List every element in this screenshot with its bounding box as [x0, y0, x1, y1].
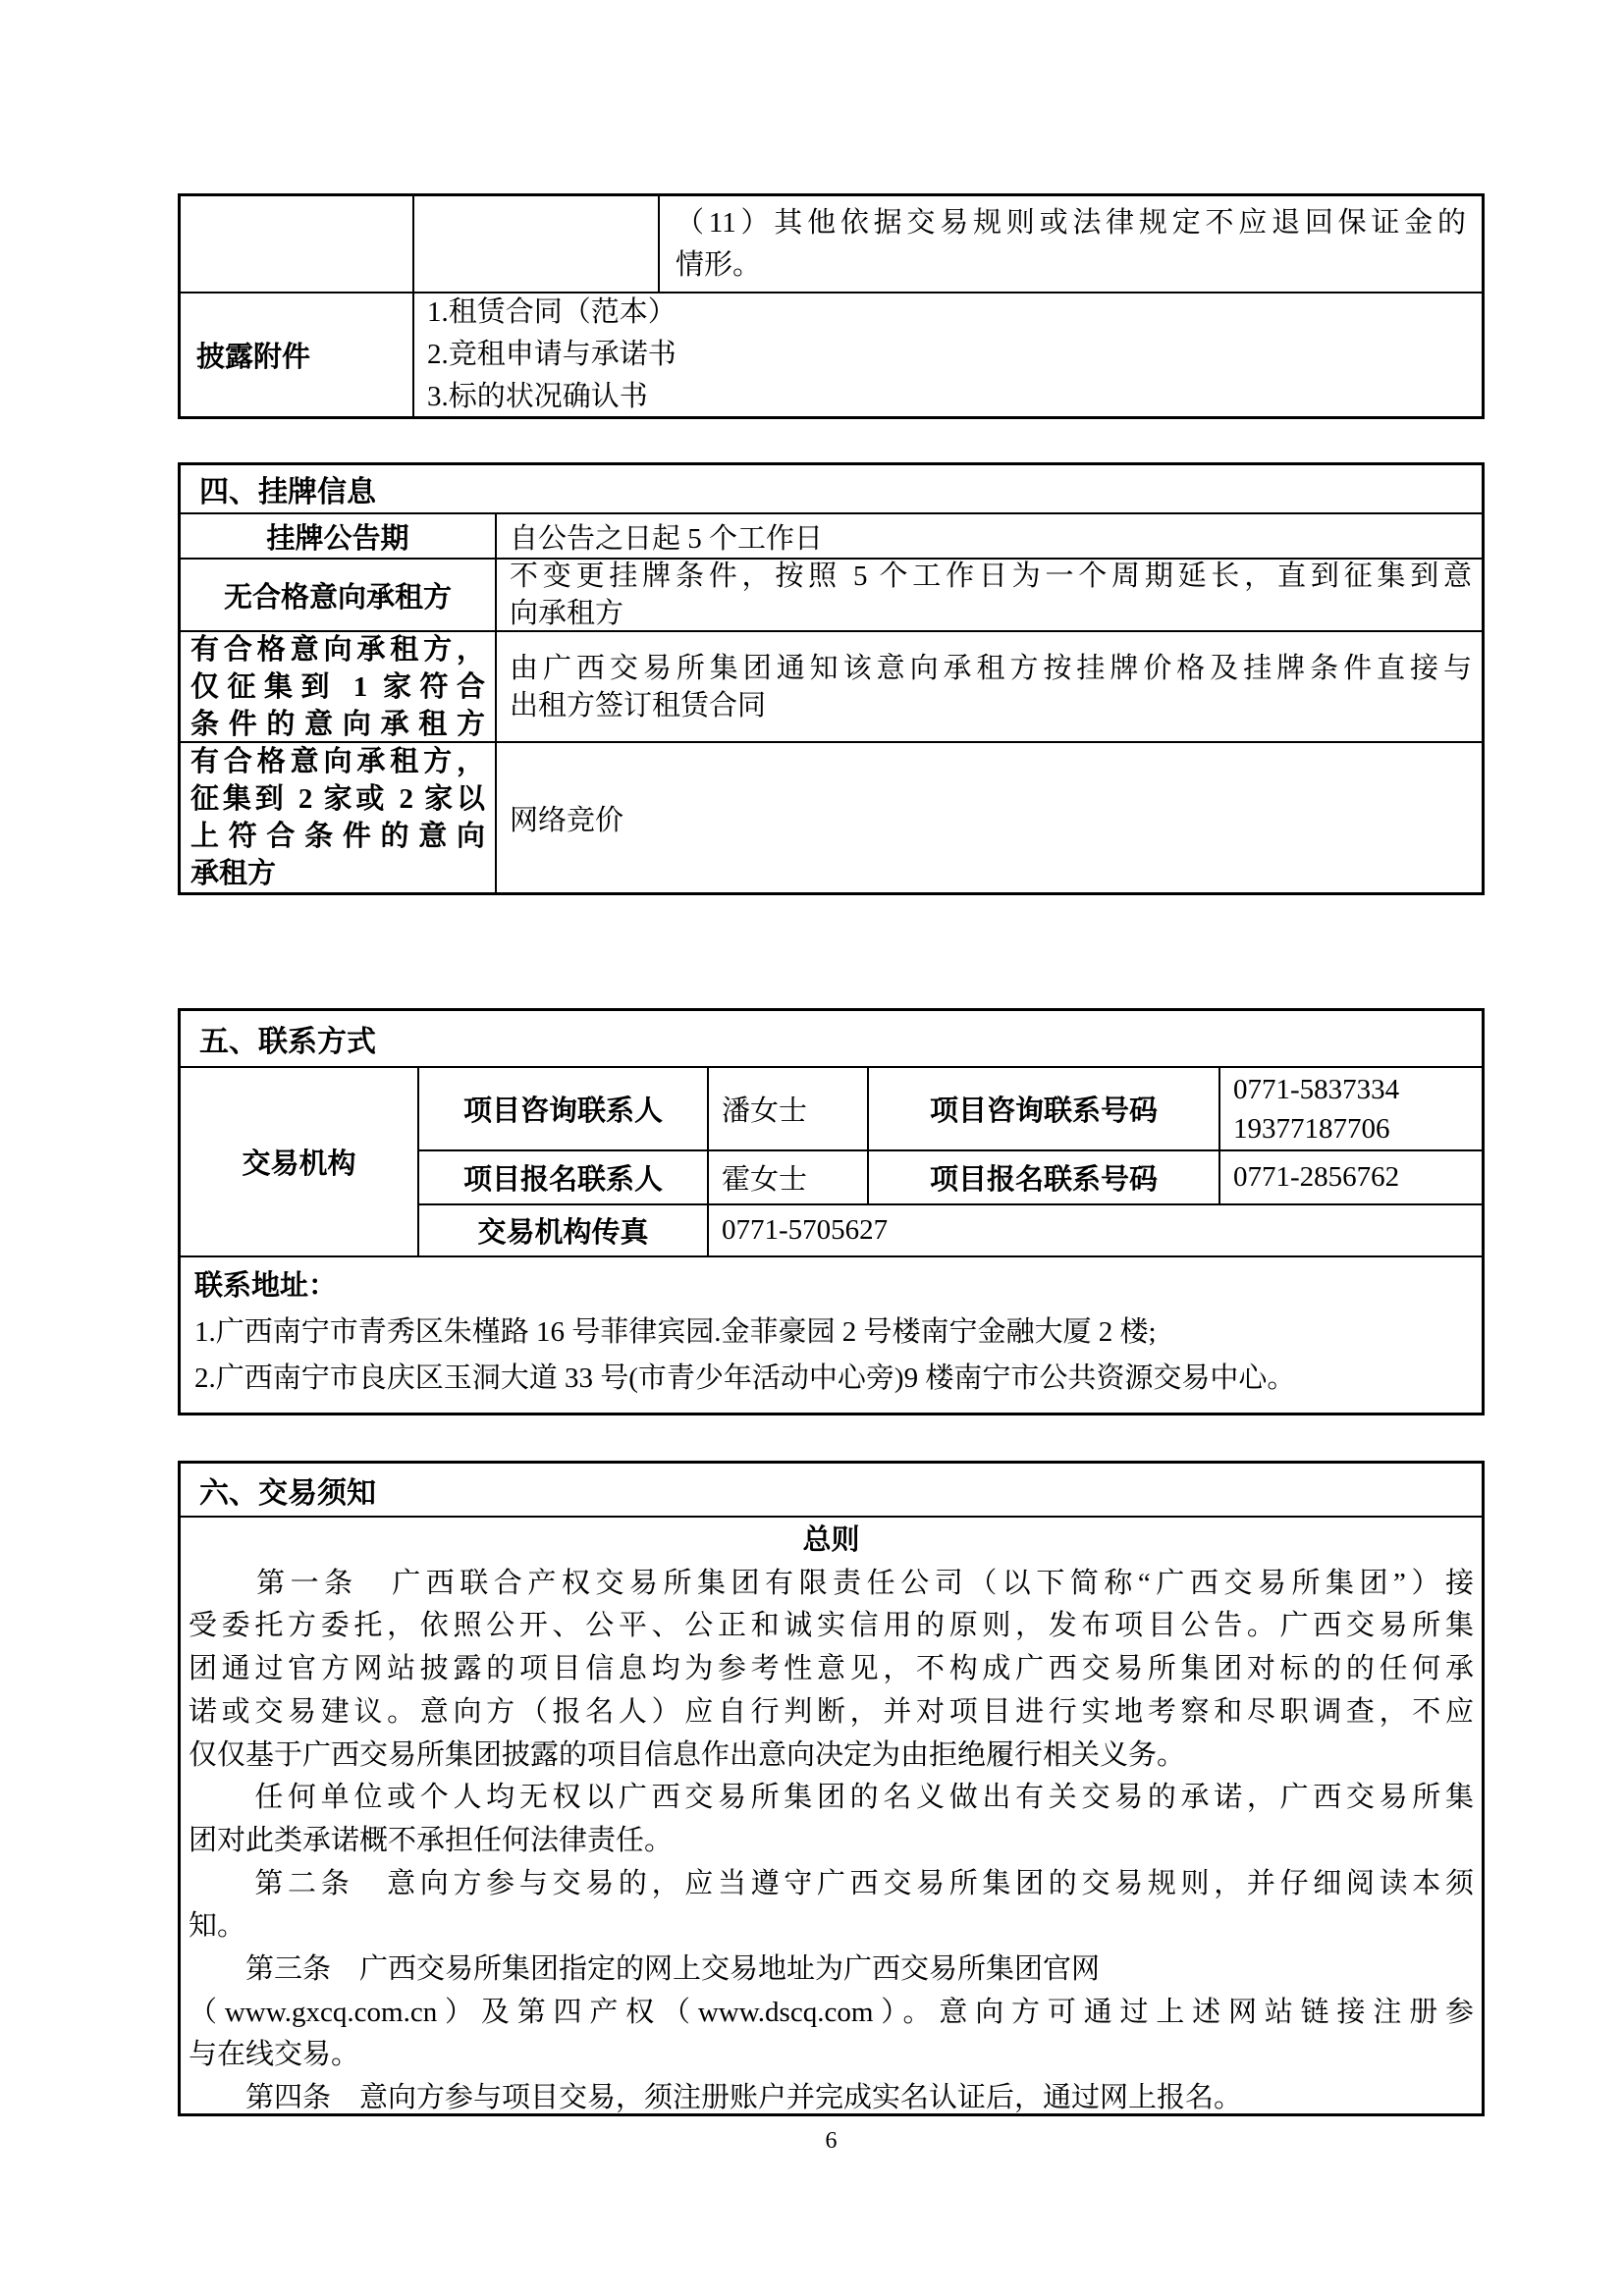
value-line: 出租方签订租赁合同 — [510, 689, 767, 721]
attachment-item: 2.竞租申请与承诺书 — [427, 339, 677, 370]
notice-line: 与在线交易。 — [189, 2039, 360, 2071]
cell-text: 项目报名联系人 — [462, 1164, 663, 1196]
cell-text: 0771-2856762 — [1233, 1161, 1400, 1193]
address-line: 1.广西南宁市青秀区朱槿路 16 号菲律宾园.金菲豪园 2 号楼南宁金融大厦 2 楼; — [194, 1316, 1157, 1348]
value-line: 向承租方 — [510, 598, 624, 629]
phone-line: 19377187706 — [1233, 1112, 1390, 1145]
listing-row-label — [181, 558, 495, 630]
consult-contact-name-cell — [707, 1066, 867, 1149]
cell-text: 项目咨询联系人 — [462, 1095, 663, 1127]
cell-text: 项目报名联系号码 — [929, 1164, 1158, 1196]
contact-address-cell — [181, 1255, 1482, 1413]
contact-table — [178, 1008, 1485, 1415]
value-line: 网络竞价 — [510, 804, 624, 836]
listing-row-value — [495, 512, 1482, 558]
cell-text: 交易机构传真 — [477, 1217, 649, 1249]
signup-contact-label-cell — [417, 1149, 707, 1203]
notice-section-title — [181, 1464, 1482, 1516]
attachments-label-cell — [181, 292, 412, 416]
cell-text: 潘女士 — [722, 1095, 808, 1127]
section-title-text: 六、交易须知 — [199, 1476, 376, 1510]
consult-phone-cell — [1218, 1066, 1482, 1149]
attachment-item: 3.标的状况确认书 — [427, 381, 648, 412]
consult-phone-label-cell — [867, 1066, 1218, 1149]
listing-row-label — [181, 630, 495, 741]
fax-label-cell — [417, 1203, 707, 1255]
notice-line: 团通过官方网站披露的项目信息均为参考性意见，不构成广西交易所集团对标的的任何承 — [189, 1653, 1474, 1685]
notice-line: （www.gxcq.com.cn）及第四产权（www.dscq.com）。意向方可通过上述网站链接注册参 — [189, 1996, 1474, 2028]
signup-phone-label-cell — [867, 1149, 1218, 1203]
empty-cell-2 — [412, 196, 658, 292]
page-number: 6 — [825, 2128, 838, 2154]
org-label: 交易机构 — [242, 1148, 356, 1180]
notice-body — [181, 1516, 1482, 2120]
value-line: 自公告之日起 5 个工作日 — [510, 522, 824, 555]
notice-line: 任何单位或个人均无权以广西交易所集团的名义做出有关交易的承诺，广西交易所集 — [189, 1782, 1474, 1814]
listing-row-label — [181, 741, 495, 892]
cell-text: 项目咨询联系号码 — [929, 1095, 1158, 1127]
label-line: 上符合条件的意向 — [190, 821, 485, 852]
value-line: 由广西交易所集团通知该意向承租方按挂牌价格及挂牌条件直接与 — [510, 652, 1472, 684]
label-line: 承租方 — [190, 858, 277, 889]
listing-section-title — [181, 465, 1482, 512]
label-line: 条件的意向承租方 — [190, 708, 485, 740]
fax-value-cell — [707, 1203, 1482, 1255]
listing-row-value — [495, 558, 1482, 630]
label-line: 有合格意向承租方， — [190, 746, 485, 777]
notice-line: 仅仅基于广西交易所集团披露的项目信息作出意向决定为由拒绝履行相关义务。 — [189, 1738, 1186, 1771]
cell-text: 霍女士 — [722, 1164, 808, 1196]
label-line: 有合格意向承租方， — [190, 633, 485, 666]
deposit-clause-line: 情形。 — [676, 248, 762, 281]
signup-phone-cell — [1218, 1149, 1482, 1203]
value-line: 不变更挂牌条件，按照 5 个工作日为一个周期延长，直到征集到意 — [510, 561, 1472, 592]
consult-contact-label-cell — [417, 1066, 707, 1149]
label-line: 挂牌公告期 — [266, 522, 409, 555]
phone-line: 0771-5837334 — [1233, 1073, 1400, 1105]
attachment-item: 1.租赁合同（范本） — [427, 296, 677, 328]
label-line: 无合格意向承租方 — [223, 581, 452, 614]
listing-row-label — [181, 512, 495, 558]
notice-line: 第四条 意向方参与项目交易，须注册账户并完成实名认证后，通过网上报名。 — [189, 2082, 1243, 2114]
notice-line: 知。 — [189, 1910, 246, 1943]
notice-line: 第三条 广西交易所集团指定的网上交易地址为广西交易所集团官网 — [189, 1953, 1101, 1986]
address-title: 联系地址： — [194, 1270, 338, 1302]
address-line: 2.广西南宁市良庆区玉洞大道 33 号(市青少年活动中心旁)9 楼南宁市公共资源交易中心。 — [194, 1362, 1296, 1394]
notice-line: 第一条 广西联合产权交易所集团有限责任公司（以下简称“广西交易所集团”）接 — [189, 1567, 1474, 1599]
section-title-text: 四、挂牌信息 — [199, 476, 376, 508]
listing-row-value — [495, 741, 1482, 892]
notice-line: 诺或交易建议。意向方（报名人）应自行判断，并对项目进行实地考察和尽职调查，不应 — [189, 1695, 1474, 1728]
deposit-clause-cell — [658, 196, 1482, 292]
cell-text: 0771-5705627 — [722, 1214, 889, 1246]
notice-line: 受委托方委托，依照公开、公平、公正和诚实信用的原则，发布项目公告。广西交易所集 — [189, 1610, 1474, 1642]
notice-line: 团对此类承诺概不承担任何法律责任。 — [189, 1824, 674, 1856]
section-title-text: 五、联系方式 — [199, 1026, 376, 1058]
attachments-label: 披露附件 — [196, 342, 311, 373]
signup-contact-name-cell — [707, 1149, 867, 1203]
deposit-clause-line: （11）其他依据交易规则或法律规定不应退回保证金的 — [676, 206, 1466, 239]
deposit-attachments-table — [178, 193, 1485, 419]
attachments-list-cell — [412, 292, 1482, 416]
notice-line: 第二条 意向方参与交易的，应当遵守广西交易所集团的交易规则，并仔细阅读本须 — [189, 1867, 1474, 1899]
empty-cell-1 — [181, 196, 412, 292]
label-line: 征集到 2 家或 2 家以 — [190, 783, 485, 815]
listing-row-value — [495, 630, 1482, 741]
notice-table — [178, 1461, 1485, 2116]
label-line: 仅征集到 1 家符合 — [190, 670, 485, 703]
contact-section-title — [181, 1011, 1482, 1066]
listing-info-table — [178, 462, 1485, 895]
notice-subtitle: 总则 — [802, 1524, 860, 1556]
org-cell — [181, 1066, 417, 1255]
